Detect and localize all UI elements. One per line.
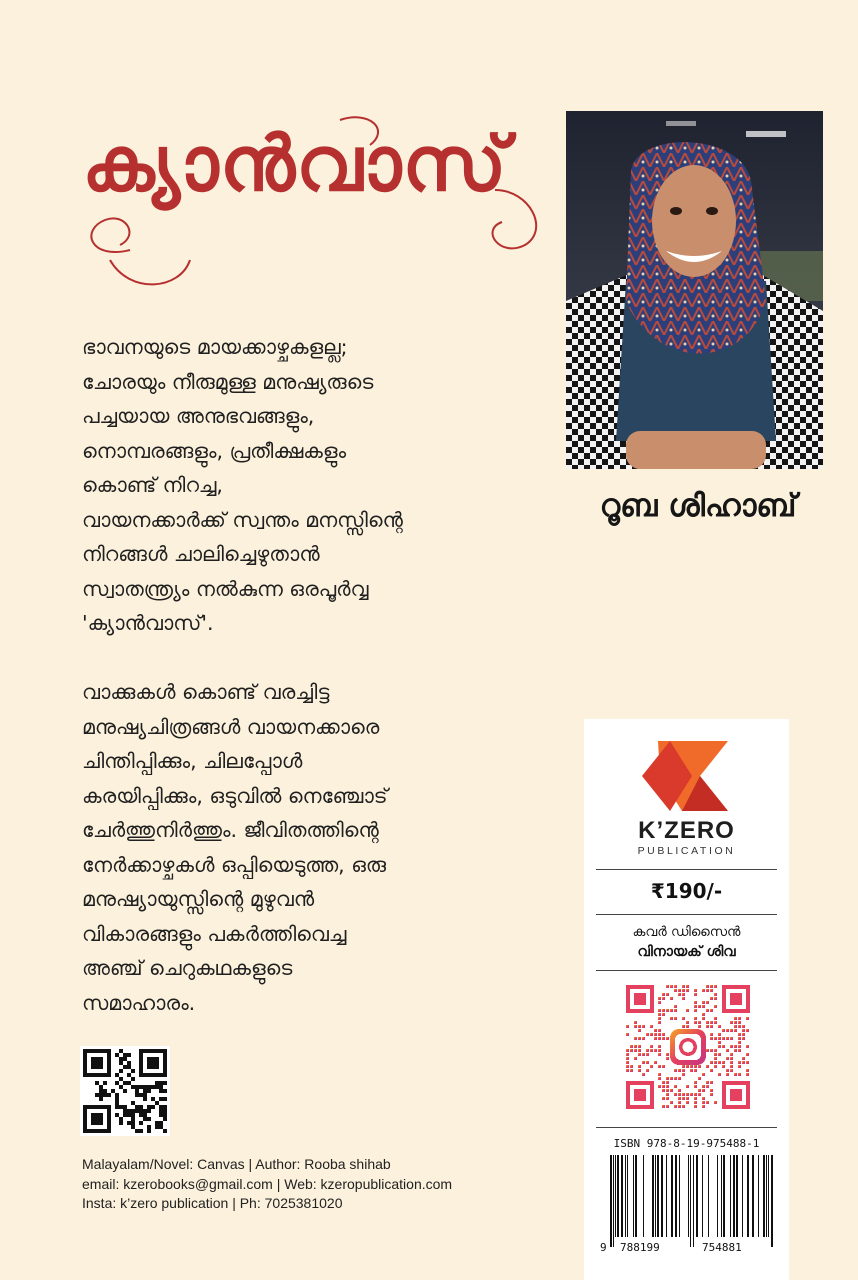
author-name: റൂബ ശിഹാബ് [599,488,797,524]
cover-designer-name: വിനായക് ശിവ [637,944,736,960]
barcode-digit: 788199 [620,1241,660,1253]
barcode [598,1155,774,1253]
book-blurb [82,330,537,1055]
barcode-digit: 9 [600,1241,607,1253]
divider [596,970,777,971]
price: ₹190/- [650,879,723,903]
divider [596,869,777,870]
kzero-logo-icon [640,739,730,813]
author-photo [566,111,823,469]
publisher-brand: K’ZERO [638,817,735,844]
publisher-brand-sub: PUBLICATION [637,845,736,857]
divider [596,1127,777,1128]
meta-line: Malayalam/Novel: Canvas | Author: Rooba shihab [82,1156,391,1172]
meta-line: Insta: k’zero publication | Ph: 7025381020 [82,1195,343,1211]
blurb-paragraph: ഭാവനയുടെ മായക്കാഴ്ചകളല്ല; ചോരയും നീരുമുള്ള മനുഷ്യരുടെ പച്ചയായ അനുഭവങ്ങളും, നൊമ്പരങ്ങളും, പ്രതീക്ഷകളും കൊണ്ട് നിറച്ച, വായനക്കാർക്ക് സ്വന്തം മനസ്സിന്റെ നിറങ്ങൾ ചാലിച്ചെഴുതാൻ സ്വാതന്ത്ര്യം നൽകുന്ന ഒരപൂർവ്വ 'ക്യാൻവാസ്'. [82,335,403,635]
publisher-panel [584,719,789,1280]
instagram-qr-icon [626,985,750,1109]
book-title: ക്യാൻവാസ് [82,119,508,208]
barcode-digit: 754881 [702,1241,742,1253]
divider [596,914,777,915]
blurb-paragraph: വാക്കുകൾ കൊണ്ട് വരച്ചിട്ട മനുഷ്യചിത്രങ്ങൾ വായനക്കാരെ ചിന്തിപ്പിക്കും, ചിലപ്പോൾ കരയിപ്പിക്കും, ഒടുവിൽ നെഞ്ചോട് ചേർത്തുനിർത്തും. ജീവിതത്തിന്റെ നേർക്കാഴ്ചകൾ ഒപ്പിയെടുത്ത, ഒരു മനുഷ്യായുസ്സിന്റെ മുഴുവൻ വികാരങ്ങളും പകർത്തിവെച്ച അഞ്ച് ചെറുകഥകളുടെ സമാഹാരം. [82,680,388,1015]
qr-code-icon [80,1046,170,1136]
cover-design-label: കവർ ഡിസൈൻ [632,924,741,940]
publication-info [82,1155,552,1214]
meta-line: email: kzerobooks@gmail.com | Web: kzeropublication.com [82,1175,453,1192]
isbn-text: ISBN 978-8-19-975488-1 [613,1137,760,1150]
